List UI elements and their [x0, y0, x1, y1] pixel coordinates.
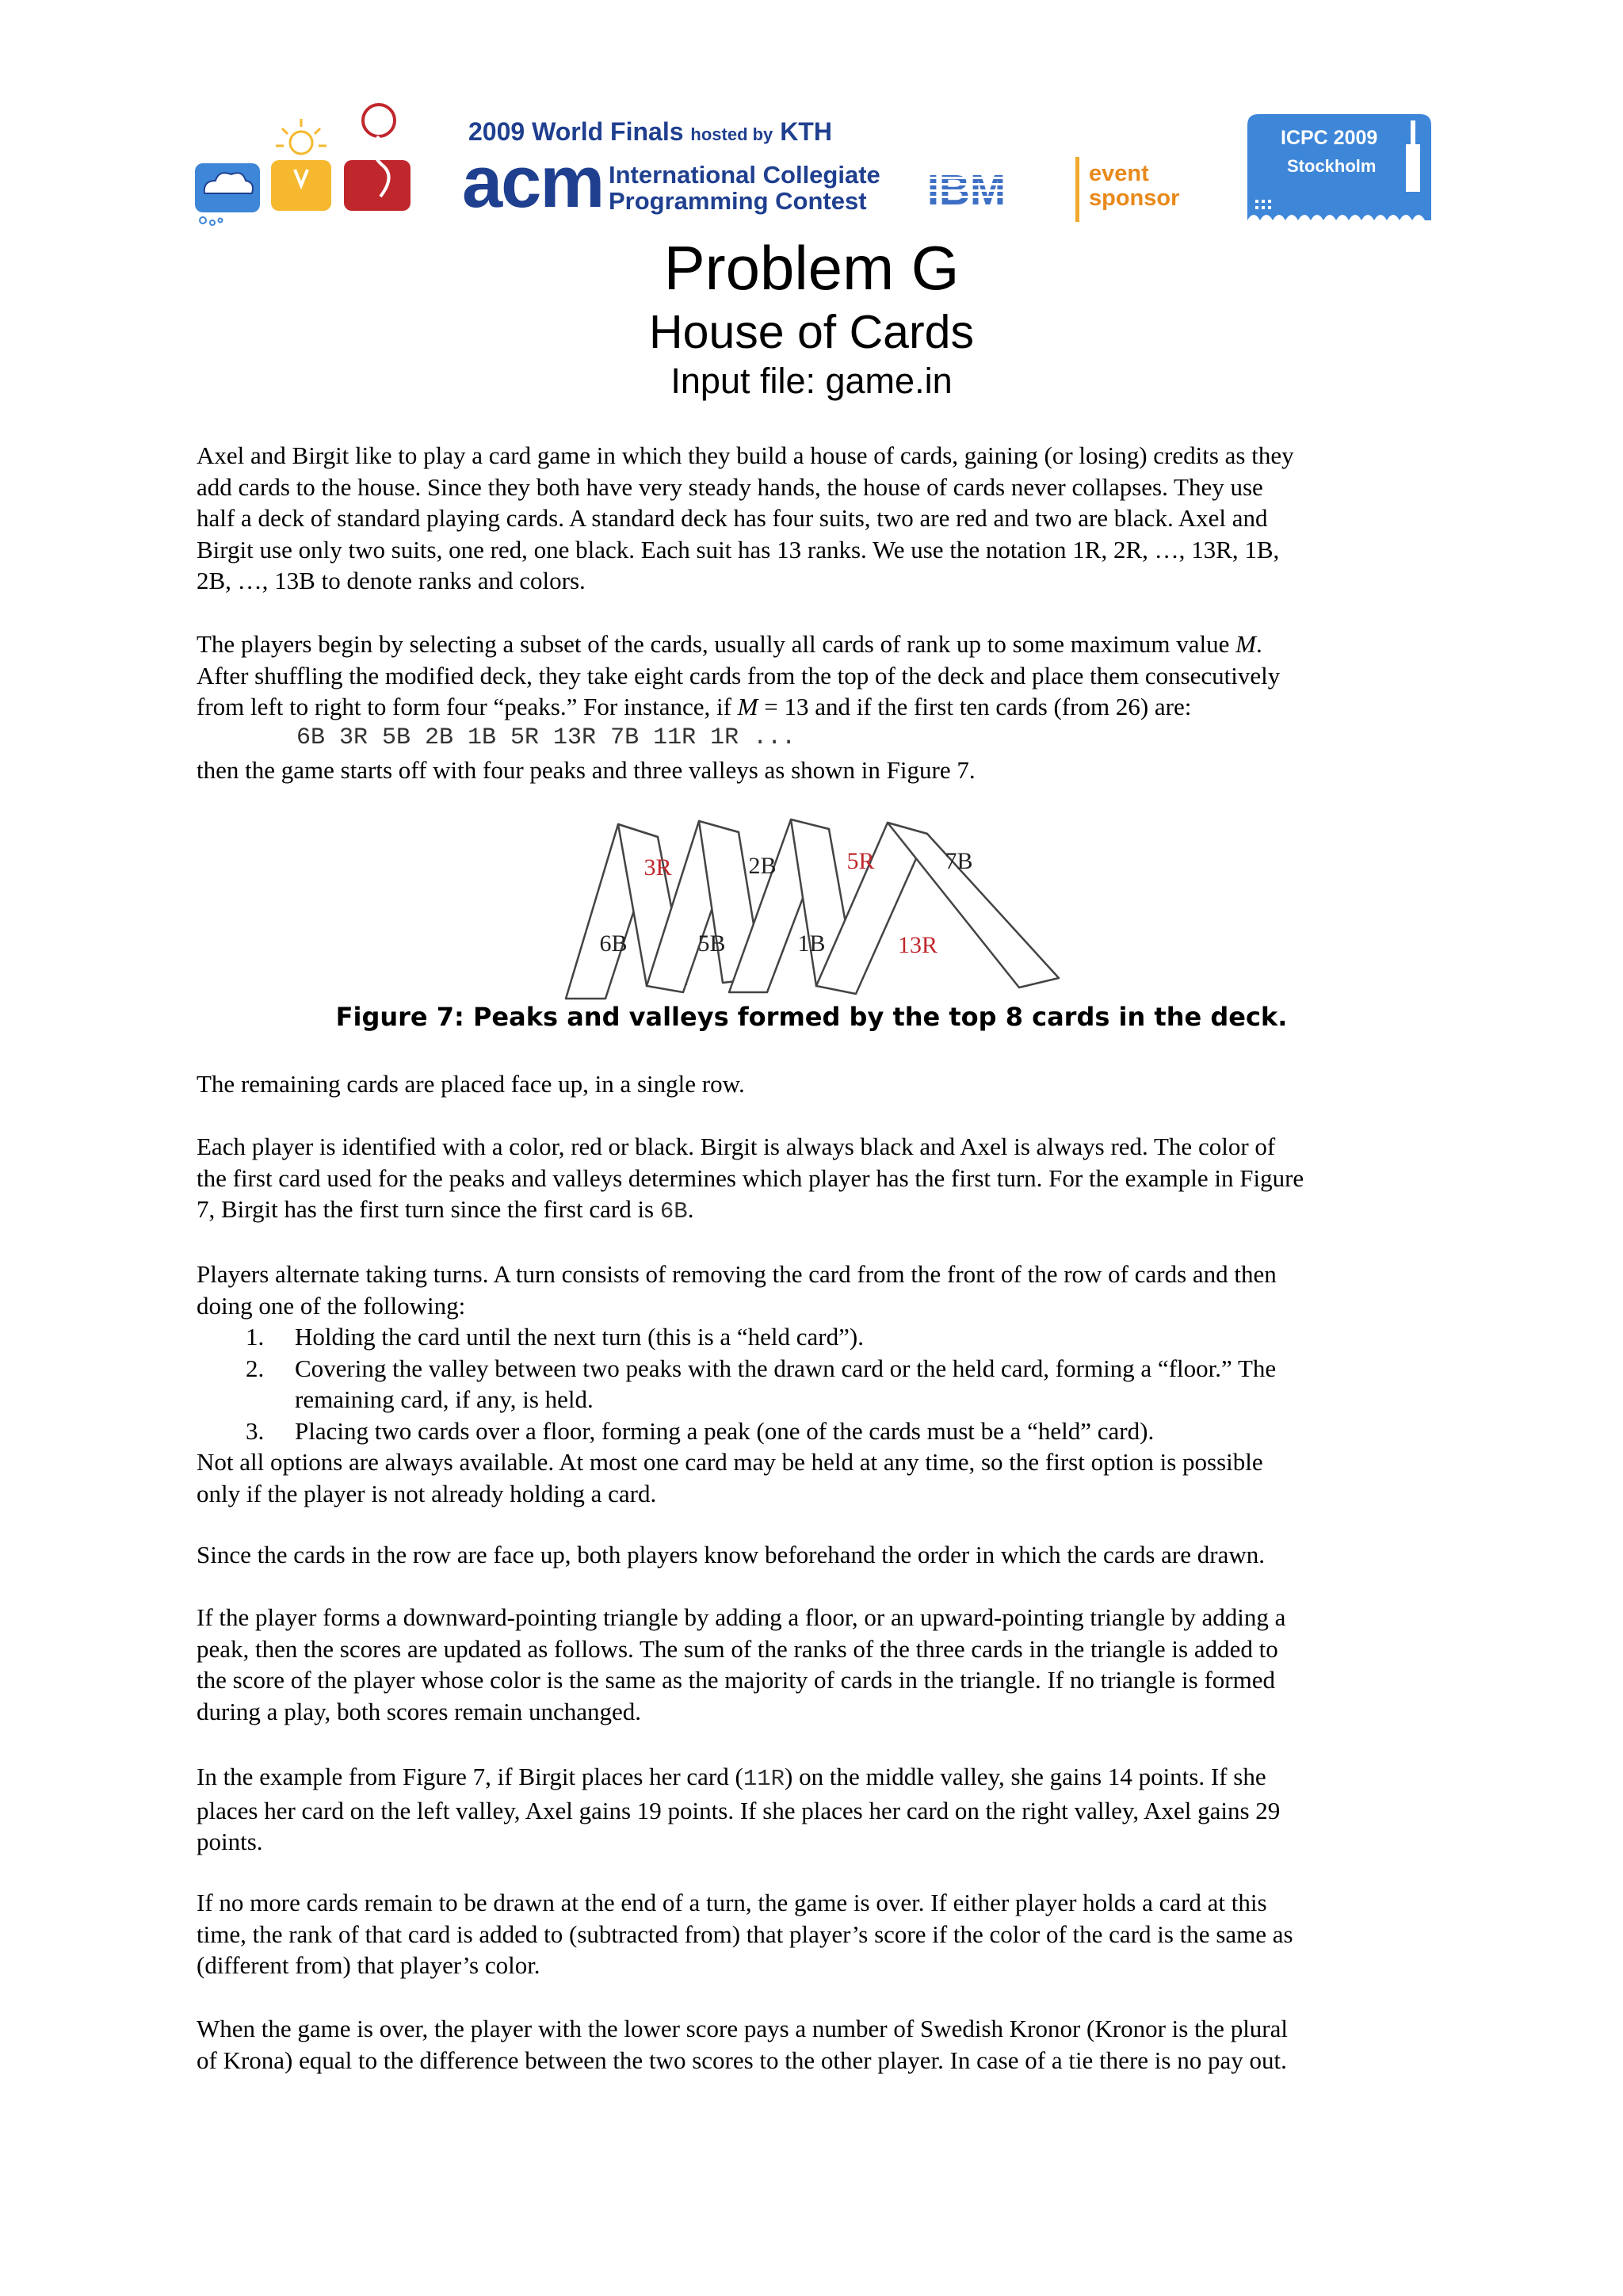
card-7b-outline — [888, 823, 1059, 988]
world-finals-title: 2009 World Finals hosted by KTH — [468, 117, 832, 146]
contest-header — [195, 94, 1431, 228]
list-item: 1. Holding the card until the next turn (this is a “held card”). — [246, 1323, 864, 1350]
list-item: 3. Placing two cards over a floor, forming a peak (one of the cards must be a “held” card). — [246, 1416, 1155, 1445]
card-label-7b: 7B — [945, 848, 973, 874]
paragraph-remaining-cards: The remaining cards are placed face up, in a single row. — [197, 1070, 745, 1098]
problem-name: House of Cards — [649, 306, 974, 358]
paragraph-payout: When the game is over, the player with the lower score pays a number of Swedish Kronor (Kronor is the plural of Krona) equal to the difference between the two scores to the other player. In case of a tie there is no pay out. — [197, 2015, 1289, 2074]
card-label-6b: 6B — [599, 930, 628, 957]
peaks-valleys-figure — [564, 810, 1062, 1002]
sponsor-divider — [1075, 157, 1079, 222]
problem-letter: Problem G — [663, 233, 960, 303]
figure-caption: Figure 7: Peaks and valleys formed by the top 8 cards in the deck. — [335, 1002, 1288, 1032]
ibm-logo — [927, 166, 1038, 214]
paragraph-intro: Axel and Birgit like to play a card game in which they build a house of cards, gaining (or losing) credits as they add cards to the house. Since they both have very steady hands, the house of cards never collapses. They use half a deck of standard playing cards. A standard deck has four suits, two are red and two are black. Axel and Birgit use only two suits, one red, one black. Each suit has 13 ranks. We use the notation 1R, 2R, …, 13R, 1B, 2B, …, 13B to denote ranks and colors. — [197, 441, 1294, 594]
acm-wordmark: acm — [462, 142, 604, 223]
paragraph-scoring: If the player forms a downward-pointing triangle by adding a floor, or an upward-pointing triangle by adding a peak, then the scores are updated as follows. The sum of the ranks of the three cards in the triangle is added to the score of the player whose color is the same as the majority of cards in the triangle. If no triangle is formed during a play, both scores remain unchanged. — [197, 1603, 1286, 1725]
acm-subtitle: International Collegiate Programming Contest — [609, 161, 880, 215]
first-ten-cards: 6B 3R 5B 2B 1B 5R 13R 7B 11R 1R ... — [296, 724, 796, 751]
paragraph-setup: The players begin by selecting a subset of the cards, usually all cards of rank up to some maximum value M. After shuffling the modified deck, they take eight cards from the top of the deck and place them consecutively from left to right to form four “peaks.” For instance, if M = 13 and if the first ten cards (from 26) are: — [197, 630, 1281, 720]
paragraph-example: In the example from Figure 7, if Birgit places her card (11R) on the middle valley, she gains 14 points. If she places her card on the left valley, Axel gains 19 points. If she places her card on the right valley, Axel gains 29 points. — [197, 1763, 1281, 1855]
input-file-label: Input file: game.in — [670, 361, 953, 401]
icpc-emblem-logo — [195, 94, 411, 228]
paragraph-turns: Players alternate taking turns. A turn consists of removing the card from the front of the row of cards and then doing one of the following: 1. Holding the card until the next turn (this is a “held card”). 2. Covering the valley between two peaks with the drawn card or the held card, forming a “floor.” The remaining card, if any, is held. 3. Placing two cards over a floor, forming a peak (one of the cards must be a “held” card). Not all options are always available. At most one card may be held at any time, so the first option is possible only if the player is not already holding a card. — [197, 1259, 1433, 1509]
card-label-5r: 5R — [846, 848, 875, 874]
paragraph-setup-end: then the game starts off with four peaks and three valleys as shown in Figure 7. — [197, 756, 976, 784]
card-label-1b: 1B — [797, 930, 826, 957]
paragraph-face-up: Since the cards in the row are face up, both players know beforehand the order in which the cards are drawn. — [197, 1541, 1265, 1568]
icpc-badge-text: ICPC 2009 Stockholm — [1281, 127, 1378, 176]
card-label-3r: 3R — [643, 854, 672, 881]
list-item: 2. Covering the valley between two peaks with the drawn card or the held card, forming a “floor.” The remaining card, if any, is held. — [246, 1354, 1277, 1413]
card-label-5b: 5B — [697, 930, 726, 957]
event-sponsor-label: event sponsor — [1089, 161, 1180, 211]
paragraph-player-colors: Each player is identified with a color, red or black. Birgit is always black and Axel is always red. The color of the first card used for the peaks and valleys determines which player has the first turn. For the example in Figure 7, Birgit has the first turn since the first card is 6B. — [197, 1133, 1304, 1224]
turn-options-list — [197, 1321, 1433, 1446]
paragraph-game-over: If no more cards remain to be drawn at the end of a turn, the game is over. If either player holds a card at this time, the rank of that card is added to (subtracted from) that player’s score if the color of the card is the same as (different from) that player’s color. — [197, 1889, 1293, 1979]
card-label-13r: 13R — [897, 932, 938, 958]
card-label-2b: 2B — [748, 853, 777, 879]
problem-title-block — [0, 230, 1623, 404]
